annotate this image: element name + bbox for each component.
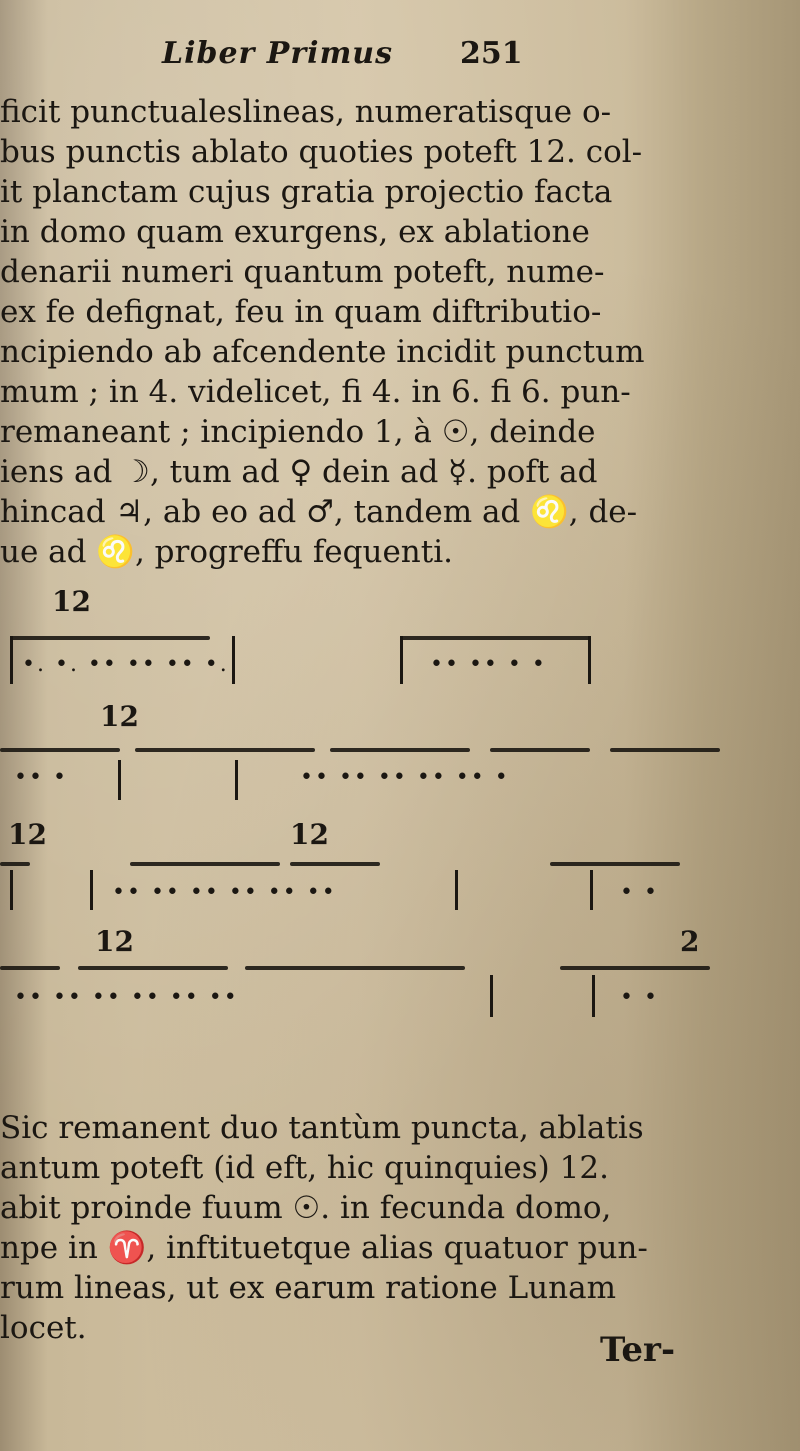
line-rule [610,748,720,752]
dot-row: •. •. •• •• •• •. [22,652,229,677]
text-line: ue ad ♌, progreffu fequenti. [0,534,453,570]
text-line: bus punctis ablato quoties poteft 12. col- [0,134,643,170]
vertical-bar [590,870,593,910]
vertical-bar [235,760,238,800]
line-rule [245,966,465,970]
dot-row: • • [620,985,659,1010]
vertical-bar [455,870,458,910]
text-line: abit proinde fuum ☉. in fecunda domo, [0,1190,612,1226]
dot-row: • • [620,880,659,905]
text-line: remaneant ; incipiendo 1, à ☉, deinde [0,414,596,450]
text-line: denarii numeri quantum poteft, nume- [0,254,605,290]
text-line: ficit punctualeslineas, numeratisque o- [0,94,612,130]
dot-row: •• •• •• •• •• • [300,765,510,790]
line-rule [130,862,280,866]
dot-row: •• •• • • [430,652,547,677]
line-rule [10,636,210,640]
page-header [150,36,590,80]
dot-row: •• •• •• •• •• •• [112,880,337,905]
text-line: rum lineas, ut ex earum ratione Lunam [0,1270,616,1306]
figure-number: 12 [290,818,329,851]
vertical-bar [10,636,13,684]
line-rule [330,748,470,752]
line-rule [0,862,30,866]
line-rule [0,966,60,970]
text-line: in domo quam exurgens, ex ablatione [0,214,590,250]
text-line: it planctam cujus gratia projectio facta [0,174,613,210]
vertical-bar [232,636,235,684]
figure-number: 12 [8,818,47,851]
page-number: 251 [460,36,523,71]
text-line: antum poteft (id eft, hic quinquies) 12. [0,1150,609,1186]
vertical-bar [490,975,493,1017]
vertical-bar [118,760,121,800]
text-line: mum ; in 4. videlicet, fi 4. in 6. fi 6. pun- [0,374,631,410]
vertical-bar [588,636,591,684]
text-line: ncipiendo ab afcendente incidit punctum [0,334,645,370]
text-line: ex fe defignat, feu in quam diftributio- [0,294,602,330]
vertical-bar [90,870,93,910]
text-line: Sic remanent duo tantùm puncta, ablatis [0,1110,644,1146]
line-rule [400,636,590,640]
running-title: Liber Primus [162,36,394,71]
line-rule [135,748,315,752]
text-line: locet. [0,1310,87,1346]
vertical-bar [592,975,595,1017]
line-rule [0,748,120,752]
catchword: Ter- [600,1330,676,1370]
vertical-bar [10,870,13,910]
vertical-bar [400,636,403,684]
line-rule [290,862,380,866]
figure-number: 12 [95,925,134,958]
figure-number: 2 [680,925,700,958]
line-rule [78,966,228,970]
line-rule [550,862,680,866]
dot-row: •• • [14,765,68,790]
paragraph-2 [0,1108,760,1348]
line-rule [560,966,710,970]
text-line: npe in ♈, inftituetque alias quatuor pun- [0,1230,648,1266]
figure-number: 12 [52,585,91,618]
line-rule [490,748,590,752]
paragraph-1 [0,92,760,572]
figure-number: 12 [100,700,139,733]
text-line: hincad ♃, ab eo ad ♂, tandem ad ♌, de- [0,494,638,530]
text-line: iens ad ☽, tum ad ♀ dein ad ☿. poft ad [0,454,598,490]
dot-row: •• •• •• •• •• •• [14,985,239,1010]
